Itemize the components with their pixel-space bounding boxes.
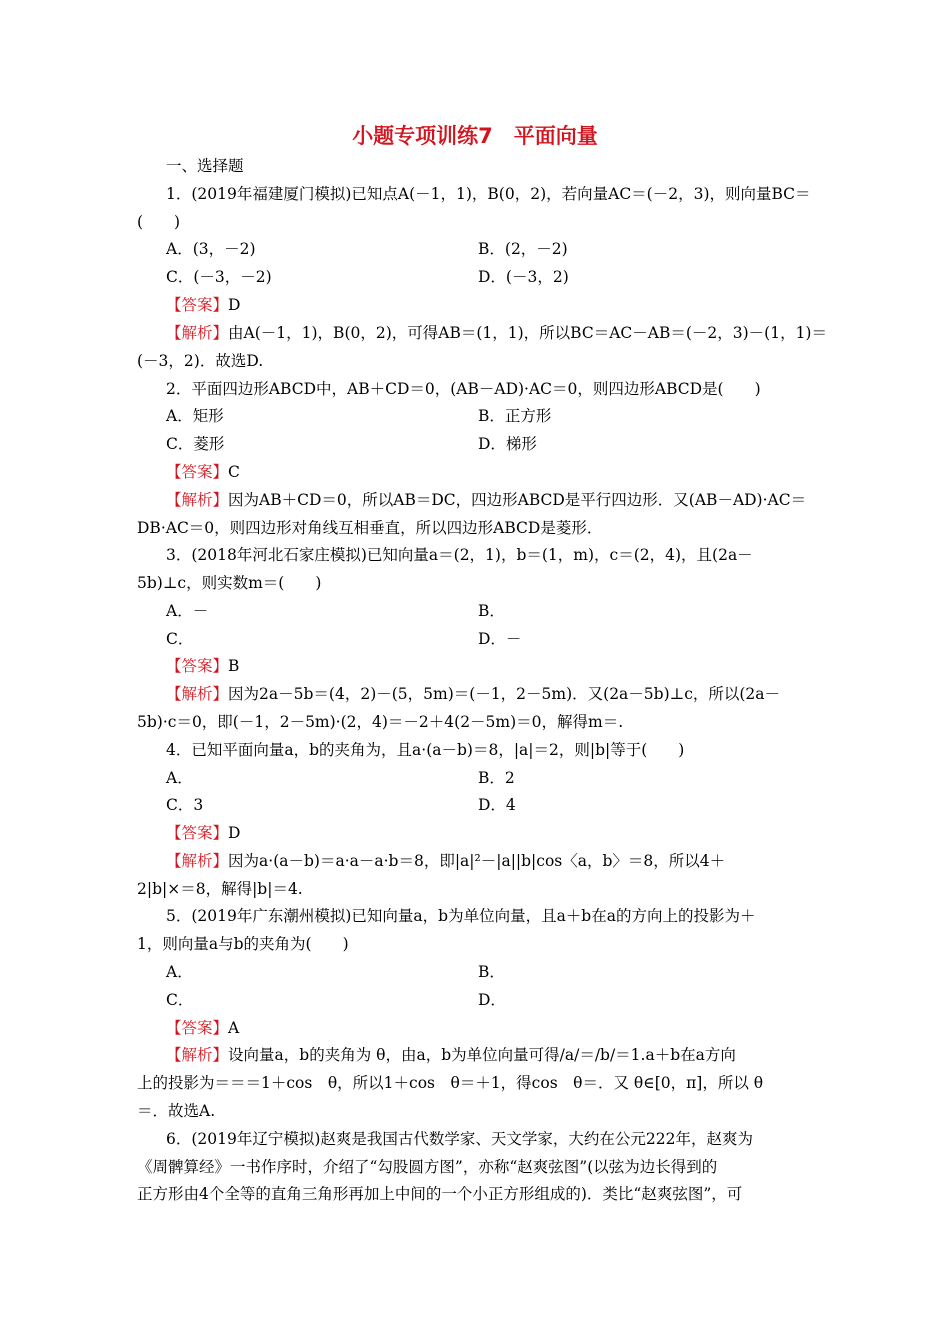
q2-option-b: B．正方形 xyxy=(478,407,552,425)
q5-analysis-line3: ＝．故选A. xyxy=(137,1102,216,1120)
q4-analysis-line1: 【解析】因为a·(a－b)＝a·a－a·b＝8，即|a|²－|a||b|cos〈a，b〉＝8，所以4＋ xyxy=(166,852,726,870)
q2-option-a: A．矩形 xyxy=(166,407,224,425)
q3-analysis-line1: 【解析】因为2a－5b＝(4，2)－(5，5m)＝(－1，2－5m)．又(2a－5b)⊥c，所以(2a－ xyxy=(166,685,781,703)
q3-answer: 【答案】B xyxy=(166,657,240,675)
q2-stem-line1: 2．平面四边形ABCD中，AB＋CD＝0，(AB－AD)·AC＝0，则四边形ABCD是( ) xyxy=(166,380,761,398)
q1-option-b: B．(2，－2) xyxy=(478,240,568,258)
q5-option-a: A． xyxy=(166,963,193,981)
q3-option-a: A．－ xyxy=(166,602,209,620)
q4-analysis-line2: 2|b|×＝8，解得|b|＝4. xyxy=(137,880,303,898)
q5-analysis-line1: 【解析】设向量a，b的夹角为 θ，由a，b为单位向量可得/a/＝/b/＝1.a＋b在a方向 xyxy=(166,1046,736,1064)
q2-option-c: C．菱形 xyxy=(166,435,225,453)
page-title: 小题专项训练7 平面向量 xyxy=(352,124,598,148)
q1-option-a: A．(3，－2) xyxy=(166,240,256,258)
q1-answer: 【答案】D xyxy=(166,296,241,314)
q3-stem-line1: 3．(2018年河北石家庄模拟)已知向量a＝(2，1)，b＝(1，m)，c＝(2，4)，且(2a－ xyxy=(166,546,753,564)
q2-answer: 【答案】C xyxy=(166,463,240,481)
q2-option-d: D．梯形 xyxy=(478,435,537,453)
q3-option-b: B． xyxy=(478,602,505,620)
q6-stem-line1: 6．(2019年辽宁模拟)赵爽是我国古代数学家、天文学家，大约在公元222年，赵爽为 xyxy=(166,1130,753,1148)
q3-option-c: C． xyxy=(166,630,194,648)
q4-option-d: D．4 xyxy=(478,796,516,814)
q5-option-b: B． xyxy=(478,963,505,981)
q4-option-b: B．2 xyxy=(478,769,515,787)
q3-analysis-line2: 5b)·c＝0，即(－1，2－5m)·(2，4)＝－2＋4(2－5m)＝0，解得m＝. xyxy=(137,713,624,731)
q1-option-d: D．(－3，2) xyxy=(478,268,569,286)
q3-option-d: D．－ xyxy=(478,630,522,648)
q1-stem-line2: ( ) xyxy=(137,213,181,231)
q5-analysis-line2: 上的投影为＝＝＝1＋cos θ，所以1＋cos θ＝＋1，得cos θ＝．又 θ∈[0，π]，所以 θ xyxy=(137,1074,764,1092)
q2-analysis-line2: DB·AC＝0，则四边形对角线互相垂直，所以四边形ABCD是菱形． xyxy=(137,519,603,537)
section-heading: 一、选择题 xyxy=(166,157,244,175)
q4-stem-line1: 4．已知平面向量a，b的夹角为，且a·(a－b)＝8，|a|＝2，则|b|等于( ) xyxy=(166,741,685,759)
q1-analysis-line2: (－3，2)．故选D. xyxy=(137,352,264,370)
q5-stem-line1: 5．(2019年广东潮州模拟)已知向量a，b为单位向量，且a＋b在a的方向上的投影为＋ xyxy=(166,907,756,925)
q5-stem-line2: 1，则向量a与b的夹角为( ) xyxy=(137,935,349,953)
q2-analysis-line1: 【解析】因为AB＋CD＝0，所以AB＝DC，四边形ABCD是平行四边形．又(AB－AD)·AC＝ xyxy=(166,491,807,509)
q5-option-d: D． xyxy=(478,991,506,1009)
q6-stem-line3: 正方形由4个全等的直角三角形再加上中间的一个小正方形组成的)．类比“赵爽弦图”，可 xyxy=(137,1185,743,1203)
q1-option-c: C．(－3，－2) xyxy=(166,268,272,286)
q3-stem-line2: 5b)⊥c，则实数m＝( ) xyxy=(137,574,322,592)
q5-option-c: C． xyxy=(166,991,194,1009)
q5-answer: 【答案】A xyxy=(166,1019,240,1037)
q4-answer: 【答案】D xyxy=(166,824,241,842)
q1-stem-line1: 1．(2019年福建厦门模拟)已知点A(－1，1)，B(0，2)，若向量AC＝(－2，3)，则向量BC＝ xyxy=(166,185,811,203)
q4-option-c: C．3 xyxy=(166,796,204,814)
q1-analysis-line1: 【解析】由A(－1，1)，B(0，2)，可得AB＝(1，1)，所以BC＝AC－AB＝(－2，3)－(1，1)＝ xyxy=(166,324,827,342)
q4-option-a: A． xyxy=(166,769,193,787)
q6-stem-line2: 《周髀算经》一书作序时，介绍了“勾股圆方图”，亦称“赵爽弦图”(以弦为边长得到的 xyxy=(137,1158,718,1176)
